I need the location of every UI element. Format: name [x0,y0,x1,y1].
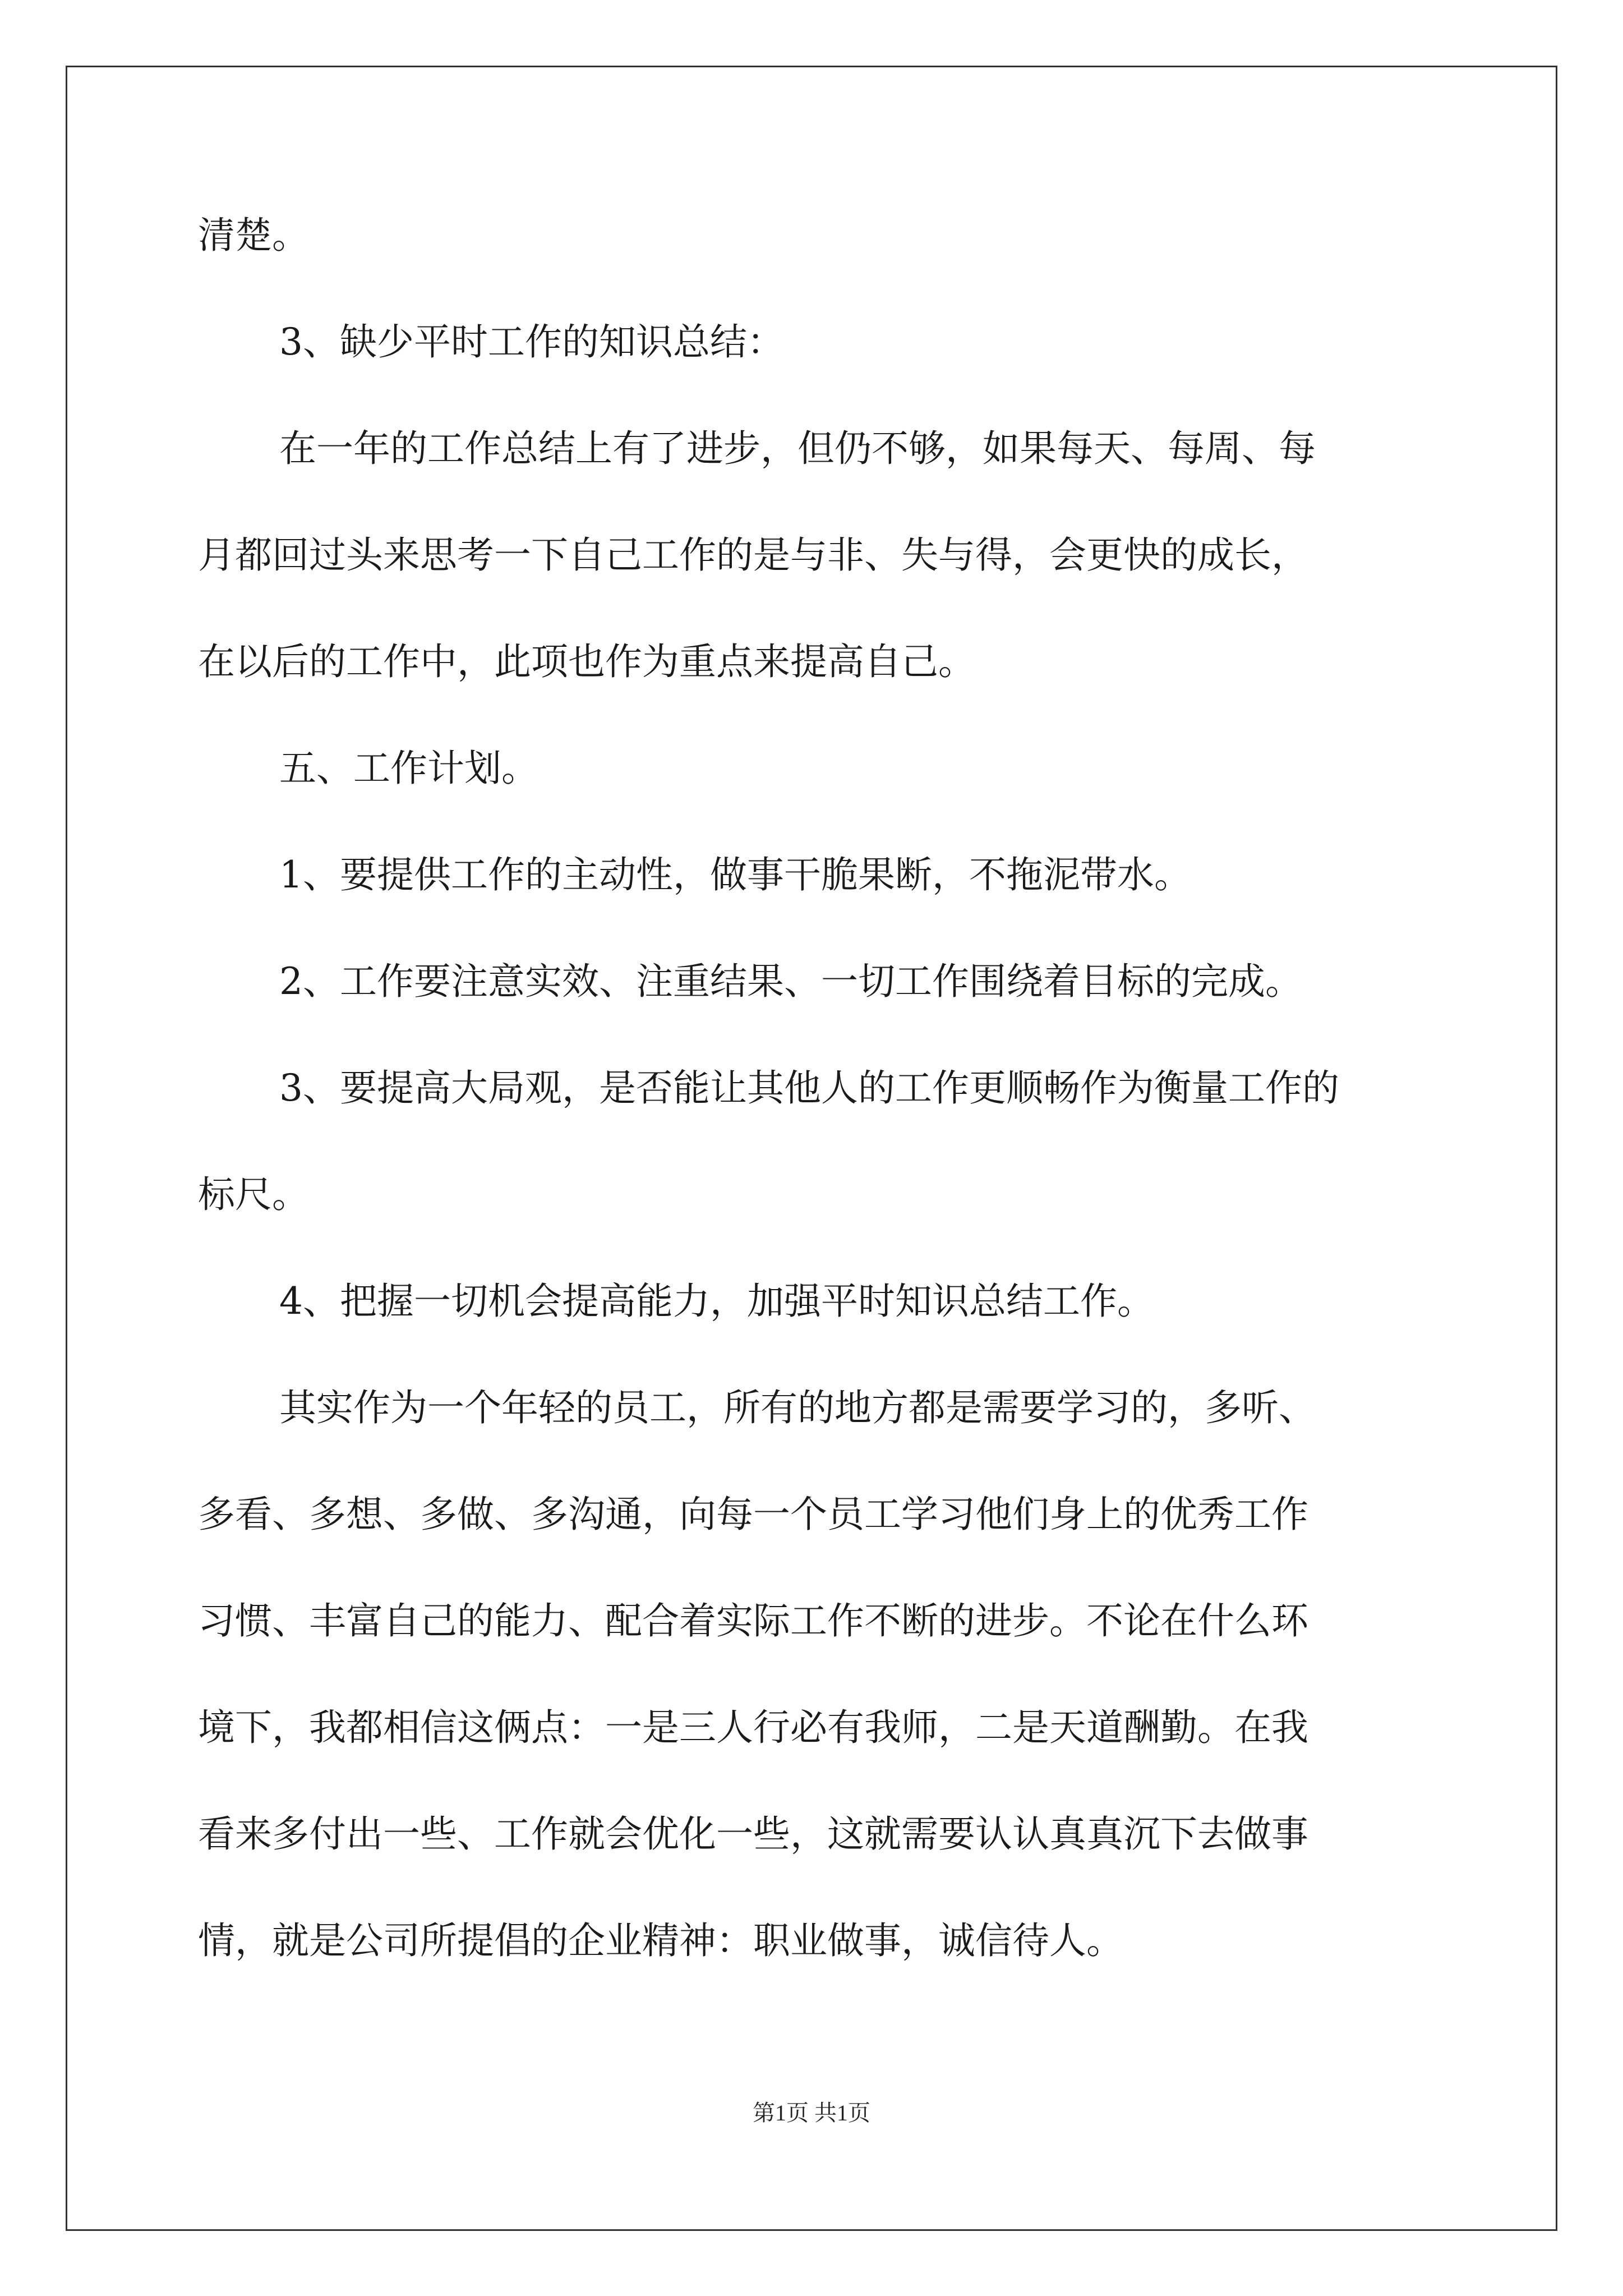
text-line: 3、要提高大局观，是否能让其他人的工作更顺畅作为衡量工作的 [279,1066,1339,1110]
page-border [66,66,1557,2231]
text-line: 标尺。 [198,1173,309,1216]
text-line: 情，就是公司所提倡的企业精神：职业做事，诚信待人。 [198,1919,1123,1962]
text-line: 看来多付出一些、工作就会优化一些，这就需要认认真真沉下去做事 [198,1812,1308,1856]
text-line: 清楚。 [198,214,309,257]
text-line: 习惯、丰富自己的能力、配合着实际工作不断的进步。不论在什么环 [198,1599,1308,1642]
text-line: 月都回过头来思考一下自己工作的是与非、失与得，会更快的成长， [198,533,1308,577]
text-line: 3、缺少平时工作的知识总结： [279,320,784,364]
text-line: 在一年的工作总结上有了进步，但仍不够，如果每天、每周、每 [279,427,1316,470]
text-line: 其实作为一个年轻的员工，所有的地方都是需要学习的，多听、 [279,1386,1316,1429]
page-footer: 第1页 共1页 [753,2100,870,2125]
text-line: 1、要提供工作的主动性，做事干脆果断，不拖泥带水。 [279,853,1191,896]
text-line: 4、把握一切机会提高能力，加强平时知识总结工作。 [279,1280,1154,1323]
section-heading: 五、工作计划。 [279,747,538,790]
text-line: 境下，我都相信这俩点：一是三人行必有我师，二是天道酬勤。在我 [198,1706,1308,1749]
text-line: 多看、多想、多做、多沟通，向每一个员工学习他们身上的优秀工作 [198,1493,1308,1536]
text-line: 2、工作要注意实效、注重结果、一切工作围绕着目标的完成。 [279,960,1302,1003]
text-line: 在以后的工作中，此项也作为重点来提高自己。 [198,640,975,683]
